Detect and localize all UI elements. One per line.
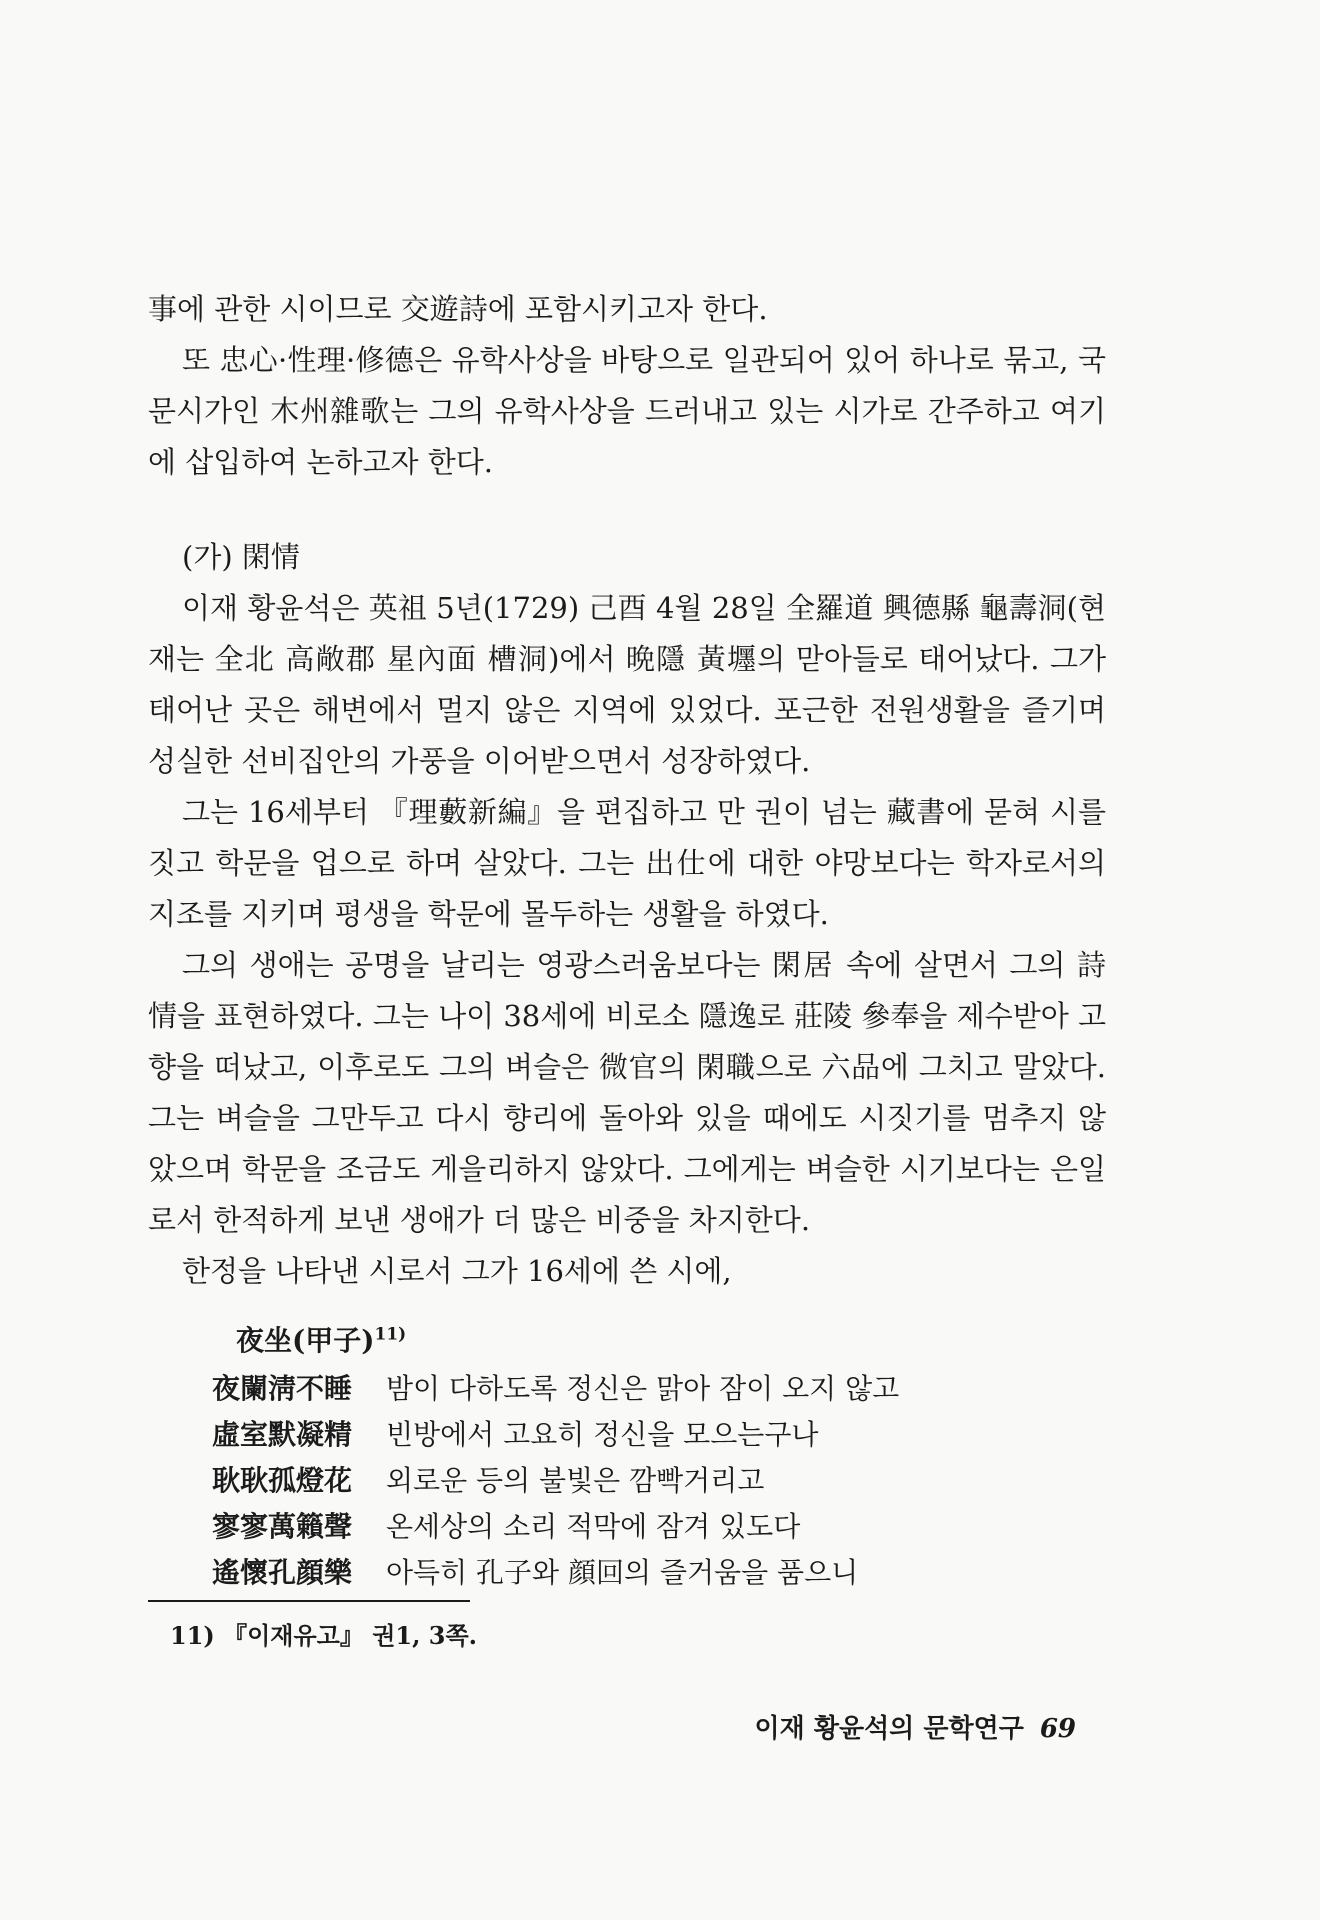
paragraph: 이재 황윤석은 英祖 5년(1729) 己酉 4월 28일 全羅道 興德縣 龜壽洞(현재는 全北 高敞郡 星內面 槽洞)에서 晩隱 黃壥의 맏아들로 태어났다. 그가 태어난 곳은 해변에서 멀지 않은 지역에 있었다. 포근한 전원생활을 즐기며 성실한 선비집안의 가풍을 이어받으면서 성장하였다.: [148, 591, 1106, 778]
section-heading: (가) 閑情: [182, 540, 300, 574]
paragraph: 그는 16세부터 『理藪新編』을 편집하고 만 권이 넘는 藏書에 묻혀 시를 짓고 학문을 업으로 하며 살았다. 그는 出仕에 대한 야망보다는 학자로서의 지조를 지키며 평생을 학문에 몰두하는 생활을 하였다.: [148, 795, 1106, 931]
poem-line-korean: 빈방에서 고요히 정신을 모으는구나: [386, 1418, 819, 1451]
poem-line: [212, 1412, 899, 1458]
paragraph: 事에 관한 시이므로 交遊詩에 포함시키고자 한다.: [148, 292, 768, 326]
poem-line-korean: 온세상의 소리 적막에 잠겨 있도다: [386, 1510, 801, 1543]
poem-line: [212, 1366, 899, 1412]
poem: [212, 1366, 899, 1596]
intro-text: [148, 284, 1106, 488]
poem-line: [212, 1458, 899, 1504]
poem-line-hanja: 寥寥萬籟聲: [212, 1510, 353, 1543]
poem-title: [236, 1319, 406, 1359]
paragraph: 또 忠心·性理·修德은 유학사상을 바탕으로 일관되어 있어 하나로 묶고, 국문시가인 木州雜歌는 그의 유학사상을 드러내고 있는 시가로 간주하고 여기에 삽입하여 논하고자 한다.: [148, 343, 1106, 479]
footnote-divider: [148, 1600, 470, 1602]
page-footer: [755, 1708, 1076, 1745]
page-number: 69: [1039, 1714, 1076, 1744]
running-title: 이재 황윤석의 문학연구: [754, 1714, 1024, 1744]
paragraph: 한정을 나타낸 시로서 그가 16세에 쓴 시에,: [182, 1254, 732, 1288]
poem-line-hanja: 夜闌淸不睡: [212, 1372, 353, 1405]
section-body: [148, 532, 1106, 1297]
poem-line-hanja: 虛室默凝精: [212, 1418, 353, 1451]
poem-line-korean: 밤이 다하도록 정신은 맑아 잠이 오지 않고: [386, 1372, 900, 1405]
footnote: 11) 『이재유고』 권1, 3쪽.: [170, 1621, 478, 1650]
paragraph: 그의 생애는 공명을 날리는 영광스러움보다는 閑居 속에 살면서 그의 詩情을 표현하였다. 그는 나이 38세에 비로소 隱逸로 莊陵 參奉을 제수받아 고향을 떠났고, 이후로도 그의 벼슬은 微官의 閑職으로 六品에 그치고 말았다. 그는 벼슬을 그만두고 다시 향리에 돌아와 있을 때에도 시짓기를 멈추지 않았으며 학문을 조금도 게을리하지 않았다. 그에게는 벼슬한 시기보다는 은일로서 한적하게 보낸 생애가 더 많은 비중을 차지한다.: [148, 948, 1106, 1237]
poem-title-text: 夜坐(甲子): [236, 1324, 375, 1357]
poem-line-hanja: 耿耿孤燈花: [212, 1464, 353, 1497]
poem-line-hanja: 遙懷孔顔樂: [212, 1556, 353, 1589]
poem-line: [212, 1504, 899, 1550]
poem-line-korean: 아득히 孔子와 顔回의 즐거움을 품으니: [386, 1556, 859, 1589]
poem-line-korean: 외로운 등의 불빛은 깜빡거리고: [386, 1464, 765, 1497]
footnote-reference: 11): [374, 1324, 407, 1345]
poem-line: [212, 1550, 899, 1596]
